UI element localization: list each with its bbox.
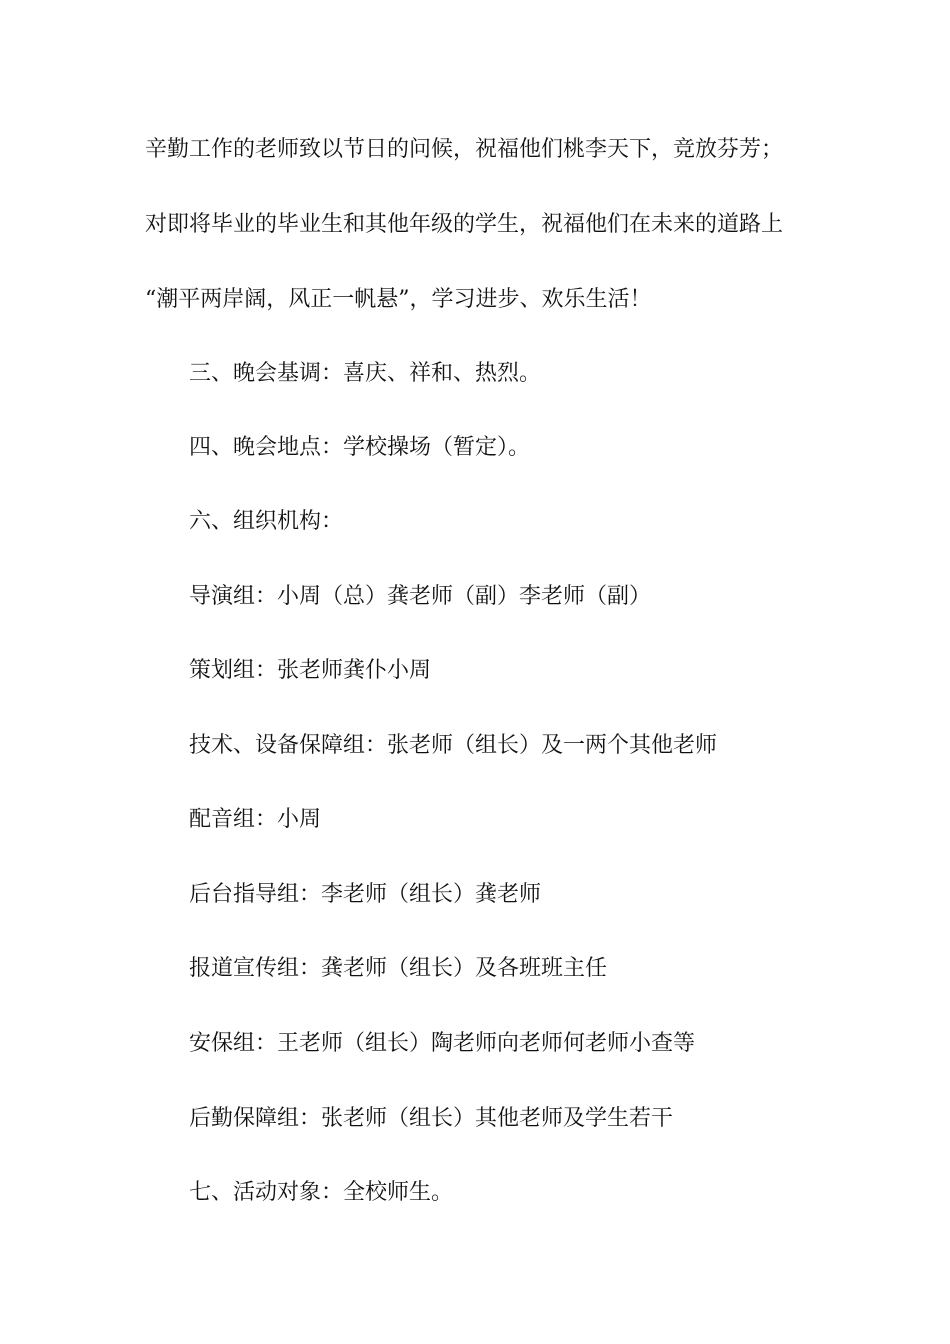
org-security: 安保组：王老师（组长）陶老师向老师何老师小查等 bbox=[189, 1031, 696, 1056]
org-backstage: 后台指导组：李老师（组长）龚老师 bbox=[189, 882, 542, 907]
section-audience: 七、活动对象：全校师生。 bbox=[189, 1180, 454, 1205]
org-dubbing: 配音组：小周 bbox=[189, 807, 322, 832]
section-venue: 四、晚会地点：学校操场（暂定）。 bbox=[189, 435, 531, 460]
org-directors: 导演组：小周（总）龚老师（副）李老师（副） bbox=[189, 584, 652, 609]
org-tech-equipment: 技术、设备保障组：张老师（组长）及一两个其他老师 bbox=[189, 733, 718, 758]
org-publicity: 报道宣传组：龚老师（组长）及各班班主任 bbox=[189, 956, 608, 981]
org-planning: 策划组：张老师龚仆小周 bbox=[189, 658, 432, 683]
paragraph-line-3: “潮平两岸阔，风正一帆悬”，学习进步、欢乐生活！ bbox=[145, 287, 652, 312]
paragraph-line-1: 辛勤工作的老师致以节日的问候，祝福他们桃李天下，竞放芬芳； bbox=[145, 137, 784, 162]
section-organization: 六、组织机构： bbox=[189, 509, 344, 534]
section-keynote: 三、晚会基调：喜庆、祥和、热烈。 bbox=[189, 361, 542, 386]
paragraph-line-2: 对即将毕业的毕业生和其他年级的学生，祝福他们在未来的道路上 bbox=[145, 212, 784, 237]
org-logistics: 后勤保障组：张老师（组长）其他老师及学生若干 bbox=[189, 1106, 674, 1131]
